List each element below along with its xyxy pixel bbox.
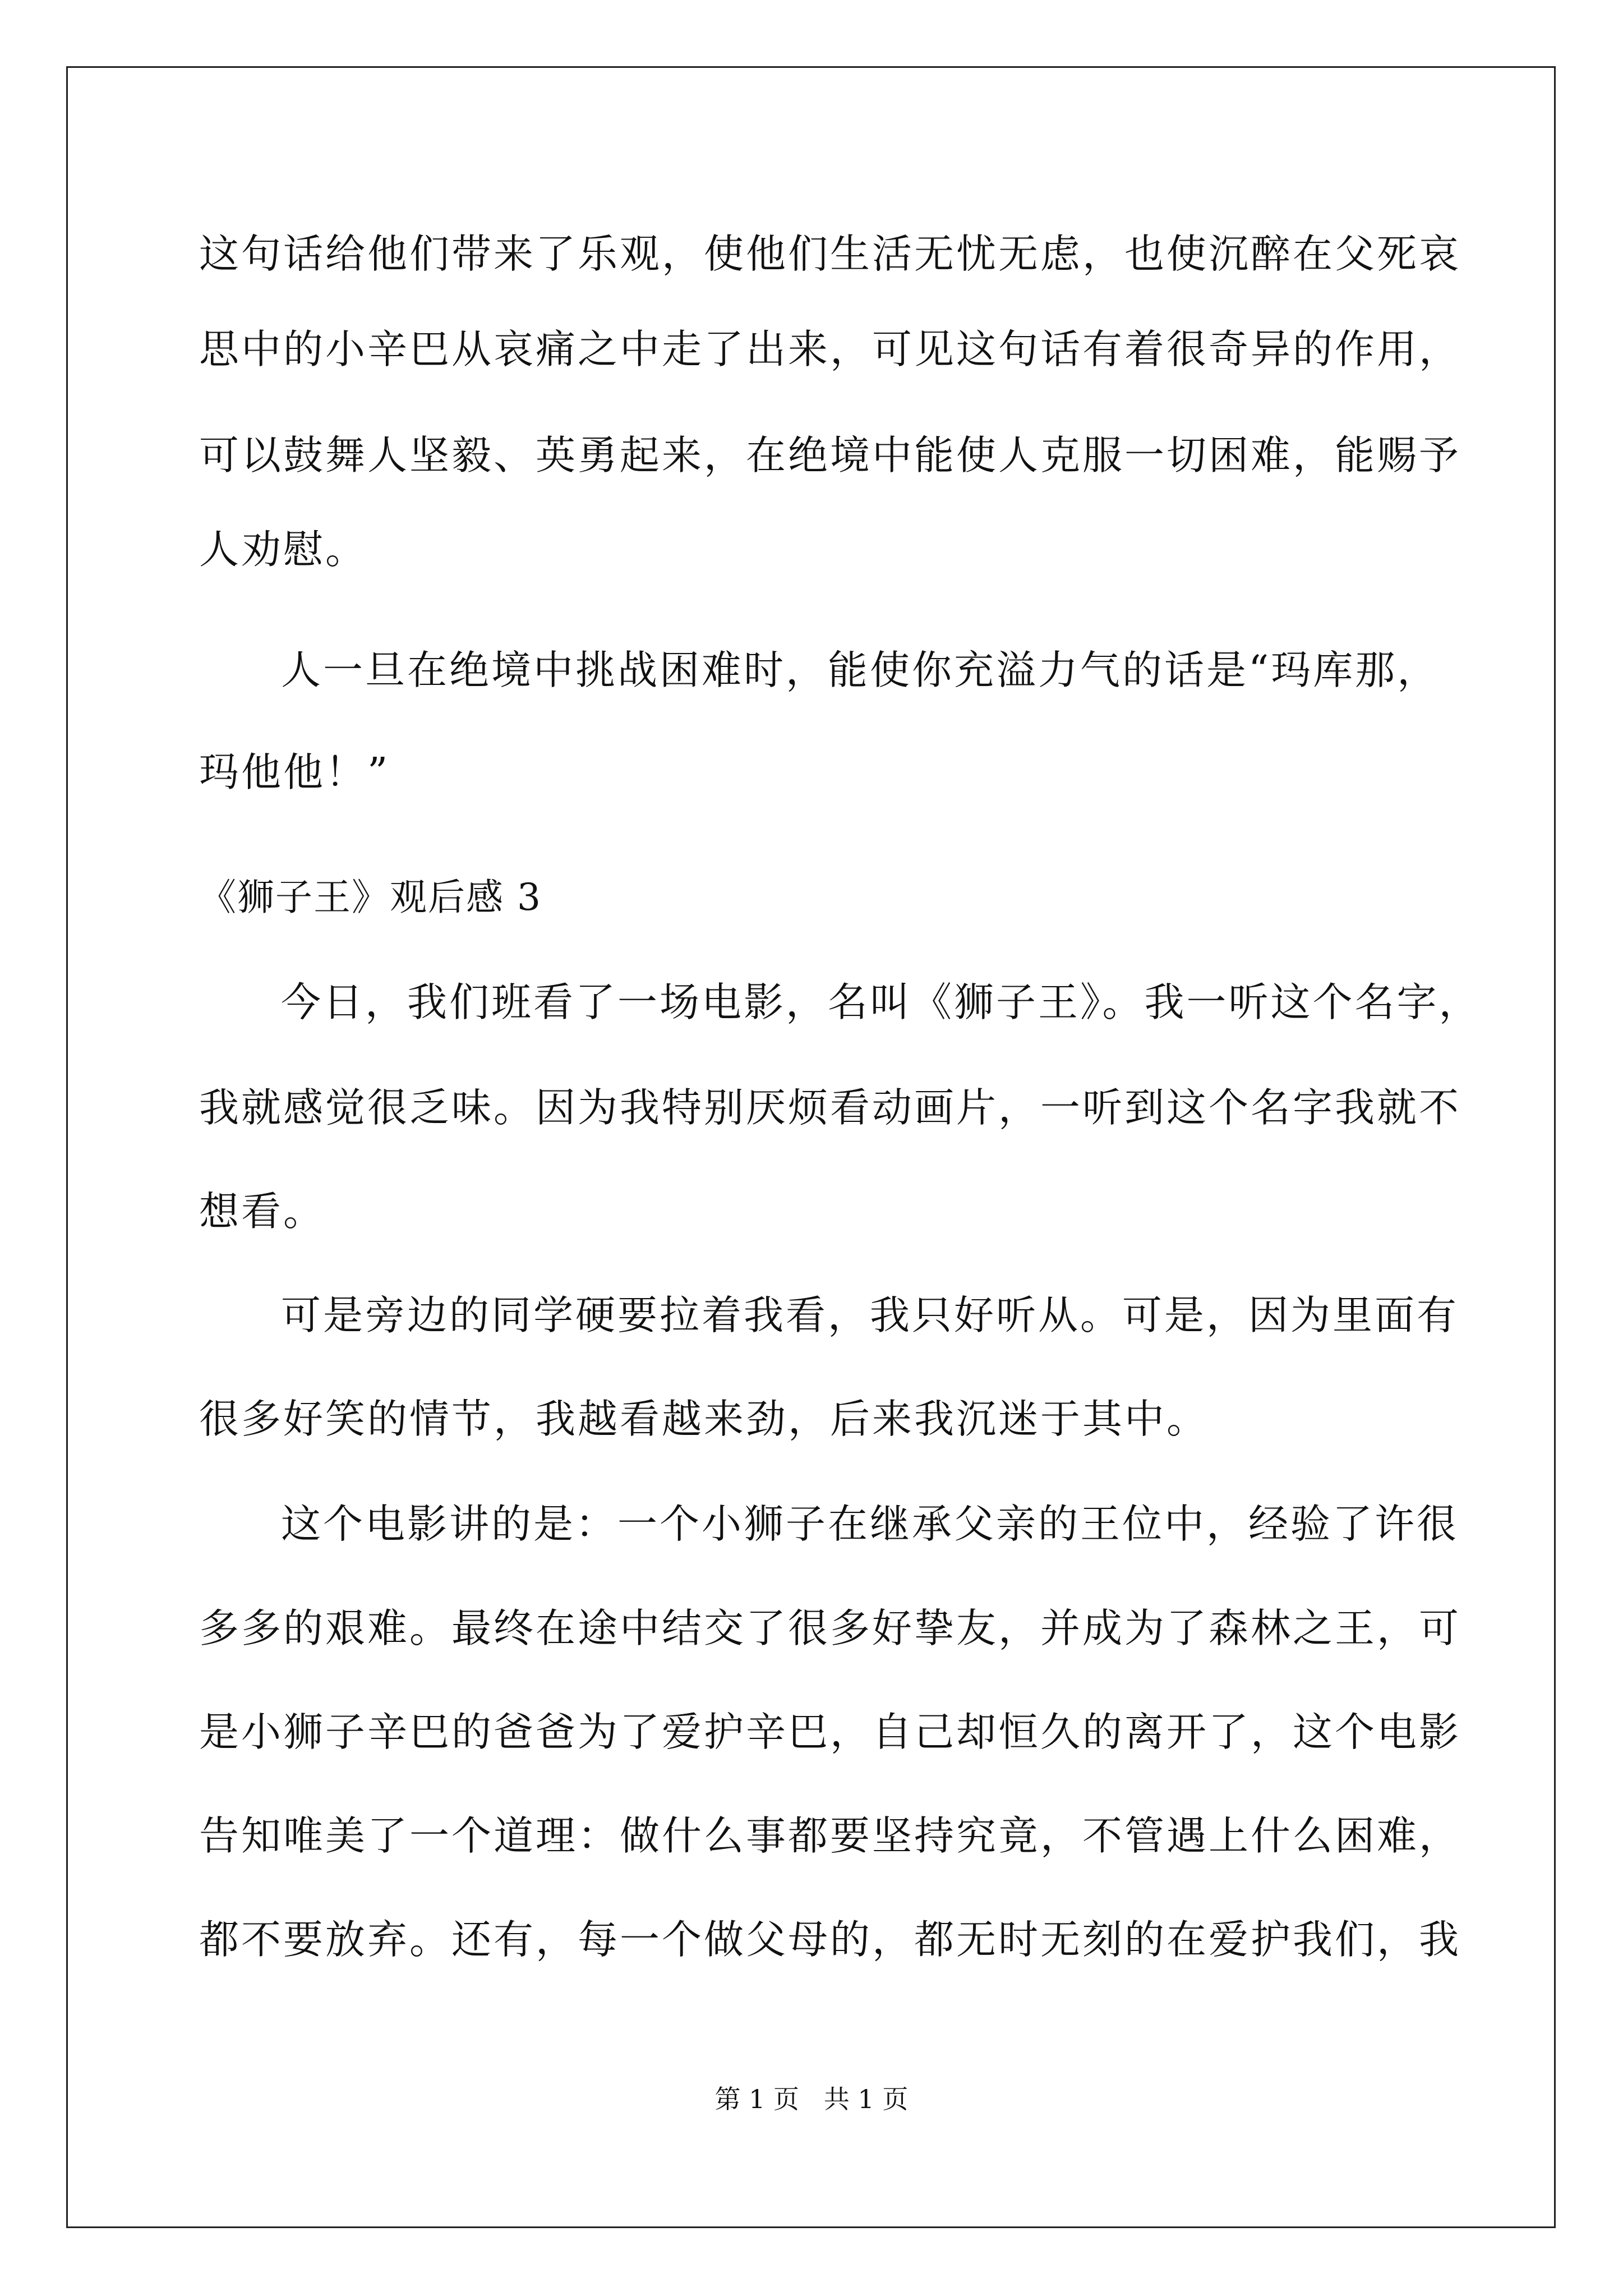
paragraph-1-line-3: 可以鼓舞人坚毅、英勇起来，在绝境中能使人克服一切困难，能赐予 xyxy=(199,432,1461,478)
paragraph-2-line-1: 人一旦在绝境中挑战困难时，能使你充溢力气的话是“玛库那， xyxy=(281,647,1440,693)
paragraph-5-line-3: 是小狮子辛巴的爸爸为了爱护辛巴，自己却恒久的离开了，这个电影 xyxy=(199,1709,1461,1755)
paragraph-2-line-2: 玛他他！” xyxy=(199,749,390,795)
paragraph-4-line-1: 可是旁边的同学硬要拉着我看，我只好听从。可是，因为里面有 xyxy=(281,1292,1459,1338)
paragraph-5-line-4: 告知唯美了一个道理：做什么事都要坚持究竟，不管遇上什么困难， xyxy=(199,1812,1461,1859)
paragraph-1-line-1: 这句话给他们带来了乐观，使他们生活无忧无虑，也使沉醉在父死哀 xyxy=(199,231,1461,277)
page-number-footer: 第 1 页 共 1 页 xyxy=(714,2084,909,2114)
paragraph-1-line-4: 人劝慰。 xyxy=(199,526,368,573)
paragraph-3-line-1: 今日，我们班看了一场电影，名叫《狮子王》。我一听这个名字， xyxy=(281,979,1481,1025)
section-heading: 《狮子王》观后感 3 xyxy=(199,876,542,919)
paragraph-3-line-2: 我就感觉很乏味。因为我特别厌烦看动画片，一听到这个名字我就不 xyxy=(199,1084,1461,1131)
paragraph-3-line-3: 想看。 xyxy=(199,1188,326,1235)
paragraph-4-line-2: 很多好笑的情节，我越看越来劲，后来我沉迷于其中。 xyxy=(199,1396,1209,1442)
paragraph-5-line-1: 这个电影讲的是：一个小狮子在继承父亲的王位中，经验了许很 xyxy=(281,1501,1459,1547)
paragraph-5-line-5: 都不要放弃。还有，每一个做父母的，都无时无刻的在爱护我们，我 xyxy=(199,1916,1461,1963)
paragraph-5-line-2: 多多的艰难。最终在途中结交了很多好挚友，并成为了森林之王，可 xyxy=(199,1605,1461,1651)
paragraph-1-line-2: 思中的小辛巴从哀痛之中走了出来，可见这句话有着很奇异的作用， xyxy=(199,326,1461,372)
page-border xyxy=(66,66,1556,2228)
